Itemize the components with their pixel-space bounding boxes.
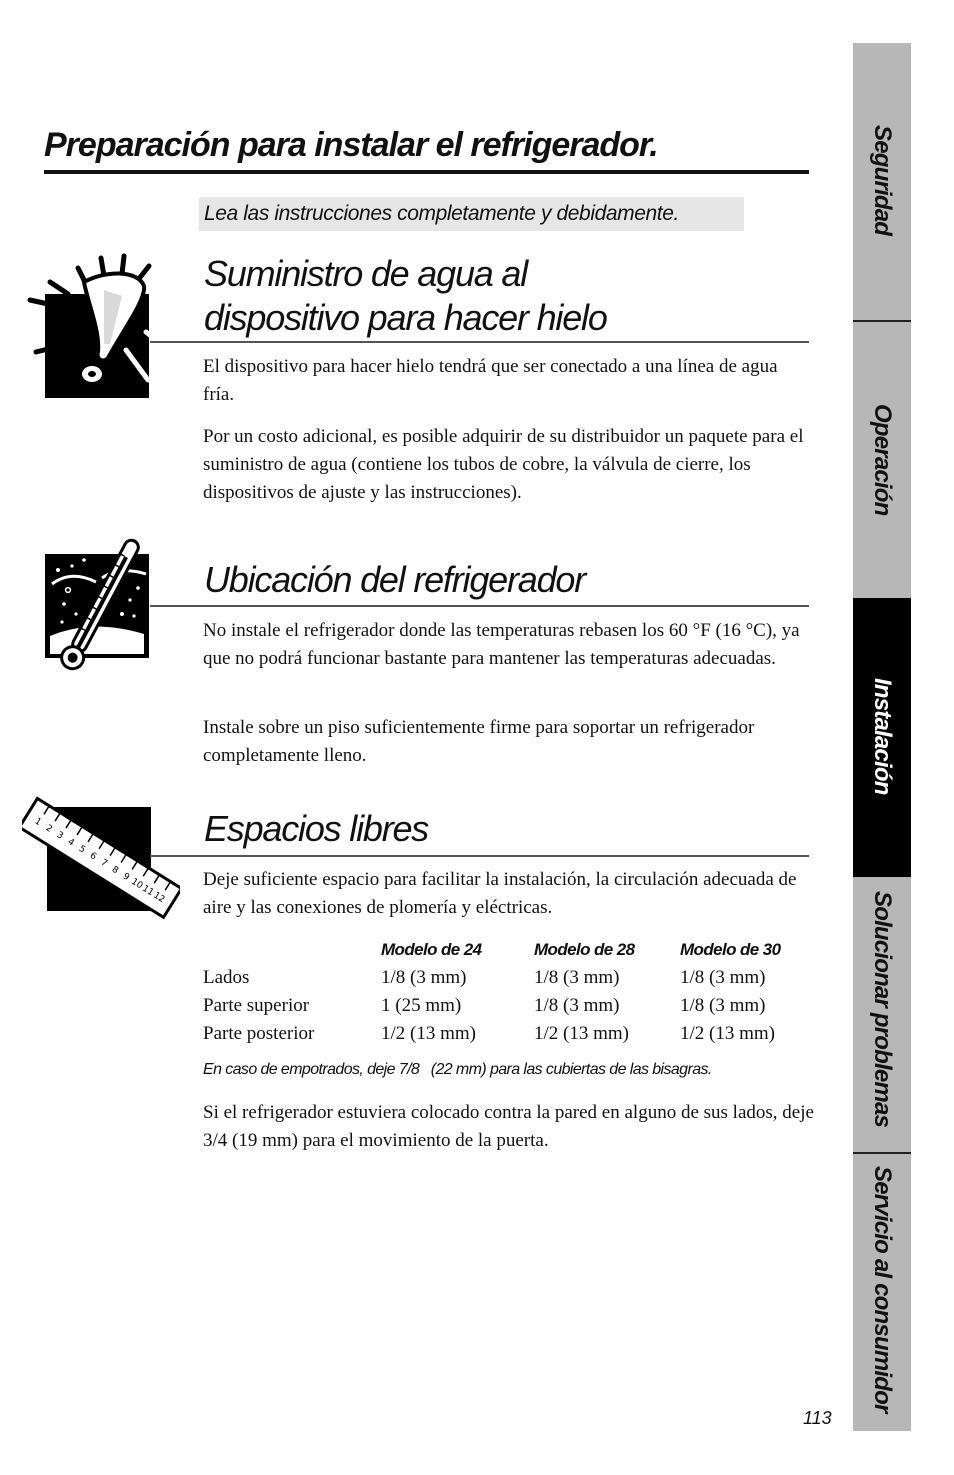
table-row xyxy=(203,992,813,1020)
table-cell: 1/8 (3 mm) xyxy=(680,995,766,1016)
water-supply-paragraph-1: El dispositivo para hacer hielo tendrá que ser conectado a una línea de agua fría. xyxy=(203,356,778,405)
row-label: Lados xyxy=(203,967,250,988)
column-header-model-28: Modelo de 28 xyxy=(534,940,635,959)
ruler-number: 4 xyxy=(65,837,76,849)
row-label: Parte posterior xyxy=(203,1023,315,1044)
door-clearance-paragraph: Si el refrigerador estuviera colocado contra la pared en alguno de sus lados, deje 3/4 (19 mm) para el movimiento de la puerta. xyxy=(203,1102,814,1151)
ruler-number: 2 xyxy=(43,823,54,835)
water-supply-paragraph-2: Por un costo adicional, es posible adquirir de su distribuidor un paquete para el suministro de agua (contiene los tubos de cobre, la válvula de cierre, los dispositivos de ajuste y las instrucciones). xyxy=(203,426,804,503)
location-paragraph-1: No instale el refrigerador donde las temperaturas rebasen los 60 °F (16 °C), ya que no podrá funcionar bastante para mantener las temperaturas adecuadas. xyxy=(203,620,800,669)
ruler-number: 11 xyxy=(140,883,156,899)
section-divider xyxy=(150,341,809,343)
thermometer-icon xyxy=(44,530,152,682)
ruler-icon xyxy=(22,795,180,919)
ruler-number: 8 xyxy=(109,864,120,877)
built-in-note: En caso de empotrados, deje 7/8 (22 mm) para las cubiertas de las bisagras. xyxy=(203,1061,712,1078)
tab-label: Servicio al consumidor xyxy=(869,1166,896,1413)
ruler-number: 12 xyxy=(151,890,167,906)
clearance-table-header xyxy=(203,936,813,964)
section-heading-water-supply xyxy=(204,252,809,340)
section-divider xyxy=(150,605,809,607)
table-row xyxy=(203,1020,813,1048)
section-heading-line-1: Suministro de agua al xyxy=(204,253,528,294)
ruler-number: 3 xyxy=(54,830,65,842)
table-cell: 1/8 (3 mm) xyxy=(381,967,467,988)
tab-instalacion[interactable] xyxy=(853,598,911,877)
tab-operacion[interactable] xyxy=(853,322,911,598)
section-heading-location: Ubicación del refrigerador xyxy=(204,559,586,600)
tab-servicio-al-consumidor[interactable] xyxy=(853,1154,911,1431)
section-divider xyxy=(150,855,809,857)
table-row xyxy=(203,964,813,992)
page-number: 113 xyxy=(803,1408,832,1428)
table-cell: 1/8 (3 mm) xyxy=(534,995,620,1016)
table-cell: 1/2 (13 mm) xyxy=(680,1023,775,1044)
ruler-number: 1 xyxy=(32,816,43,828)
table-cell: 1/8 (3 mm) xyxy=(680,967,766,988)
tab-label: Seguridad xyxy=(869,125,896,236)
section-heading-line-2: dispositivo para hacer hielo xyxy=(204,297,607,338)
ruler-number: 10 xyxy=(129,876,145,892)
tab-label: Solucionar problemas xyxy=(869,891,896,1128)
ruler-number: 6 xyxy=(87,850,98,863)
column-header-model-30: Modelo de 30 xyxy=(680,940,781,959)
row-label: Parte superior xyxy=(203,995,310,1016)
ruler-number: 7 xyxy=(98,857,109,870)
column-header-model-24: Modelo de 24 xyxy=(381,940,482,959)
tab-seguridad[interactable] xyxy=(853,43,911,321)
tab-solucionar-problemas[interactable] xyxy=(853,877,911,1153)
clearance-table xyxy=(203,936,813,1048)
table-cell: 1/2 (13 mm) xyxy=(381,1023,476,1044)
table-cell: 1 (25 mm) xyxy=(381,995,462,1016)
tab-label: Instalación xyxy=(869,678,896,795)
ruler-number: 5 xyxy=(76,843,87,856)
clearances-paragraph-1: Deje suficiente espacio para facilitar la instalación, la circulación adecuada de aire y las conexiones de plomería y eléctricas. xyxy=(203,869,797,918)
table-cell: 1/2 (13 mm) xyxy=(534,1023,629,1044)
table-cell: 1/8 (3 mm) xyxy=(534,967,620,988)
location-paragraph-2: Instale sobre un piso suficientemente firme para soportar un refrigerador completamente lleno. xyxy=(203,717,755,766)
warning-exclamation-icon xyxy=(26,252,178,400)
tab-label: Operación xyxy=(869,404,896,516)
section-heading-clearances: Espacios libres xyxy=(204,808,429,849)
instructions-banner: Lea las instrucciones completamente y debidamente. xyxy=(199,197,744,231)
ruler-number: 9 xyxy=(120,871,131,884)
page-title: Preparación para instalar el refrigerador. xyxy=(44,122,809,174)
